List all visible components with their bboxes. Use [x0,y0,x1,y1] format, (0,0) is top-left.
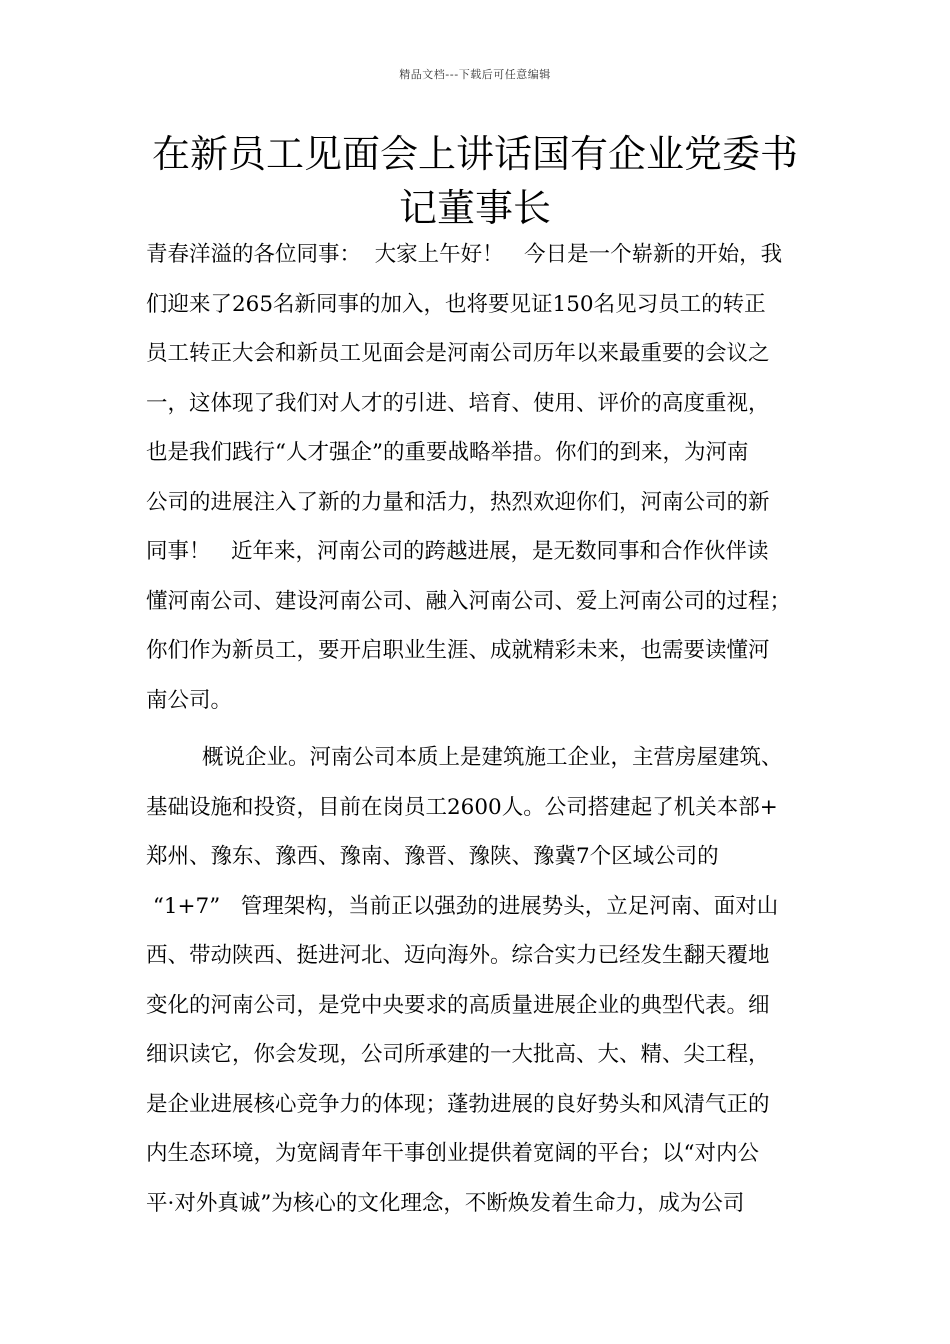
text-line: 变化的河南公司，是党中央要求的高质量进展企业的典型代表。细 [146,992,770,1018]
text-line: 们迎来了265名新同事的加入，也将要见证150名见习员工的转正 [146,291,766,317]
text-line: 公司的进展注入了新的力量和活力，热烈欢迎你们，河南公司的新 [146,489,770,515]
text-line: 概说企业。河南公司本质上是建筑施工企业，主营房屋建筑、 [202,745,783,770]
text-line: “1+7” 管理架构，当前正以强劲的进展势头，立足河南、面对山 [146,893,779,919]
text-line: 平·对外真诚”为核心的文化理念，不断焕发着生命力，成为公司 [146,1190,745,1216]
text-line: 一，这体现了我们对人才的引进、培育、使用、评价的高度重视， [146,390,770,416]
title-line: 记董事长 [398,186,551,230]
text-line: 南公司。 [146,687,233,713]
text-line: 同事！ 近年来，河南公司的跨越进展，是无数同事和合作伙伴读 [146,539,769,564]
paragraph-gap [146,725,816,733]
text-line: 细识读它，你会发现，公司所承建的一大批高、大、精、尖工程， [146,1042,770,1067]
text-line: 员工转正大会和新员工见面会是河南公司历年以来最重要的会议之 [146,341,770,366]
paragraph-2 [146,733,816,1228]
document-title [125,127,825,235]
text-line: 懂河南公司、建设河南公司、融入河南公司、爱上河南公司的过程； [146,588,792,614]
text-line: 郑州、豫东、豫西、豫南、豫晋、豫陕、豫冀7个区域公司的 [146,844,719,869]
text-line: 也是我们践行“人才强企”的重要战略举措。你们的到来，为河南 [146,440,749,465]
text-line: 你们作为新员工，要开启职业生涯、成就精彩未来，也需要读懂河 [146,638,770,663]
document-body [146,230,816,1228]
header-note: 精品文档---下载后可任意编辑 [399,68,551,81]
text-line: 西、带动陕西、挺进河北、迈向海外。综合实力已经发生翻天覆地 [146,943,770,968]
title-line: 在新员工见面会上讲话国有企业党委书 [151,132,798,176]
text-line: 基础设施和投资，目前在岗员工2600人。公司搭建起了机关本部+ [146,794,778,820]
text-line: 内生态环境，为宽阔青年干事创业提供着宽阔的平台；以“对内公 [146,1141,759,1166]
text-line: 青春洋溢的各位同事： 大家上午好！ 今日是一个崭新的开始，我 [146,242,783,267]
text-line: 是企业进展核心竞争力的体现；蓬勃进展的良好势头和风清气正的 [146,1091,770,1117]
paragraph-1 [146,230,816,725]
